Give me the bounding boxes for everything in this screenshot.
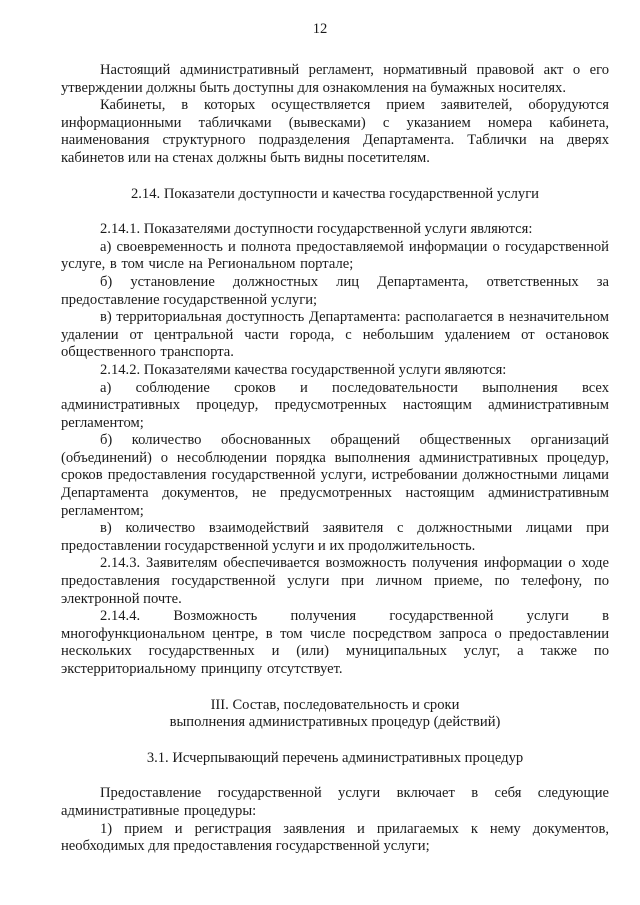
section-heading-III-line1: III. Состав, последовательность и сроки xyxy=(210,696,460,713)
list-item-2-14-1-v: в) территориальная доступность Департамента: располагается в незначительном удалении от центральной части города, с небольшим удалением от остановок общественного транспорта. xyxy=(61,309,609,361)
paragraph-regulation-access: Настоящий административный регламент, нормативный правовой акт о его утверждении должны быть доступны для ознакомления на бумажных носителях. xyxy=(61,62,609,96)
paragraph-2-14-1: 2.14.1. Показателями доступности государственной услуги являются: xyxy=(100,221,533,238)
list-item-3-1-1: 1) прием и регистрация заявления и прилагаемых к нему документов, необходимых для предоставления государственной услуги; xyxy=(61,820,609,855)
list-item-2-14-1-b: б) установление должностных лиц Департамента, ответственных за предоставление государственной услуги; xyxy=(61,273,609,308)
list-item-2-14-2-a: а) соблюдение сроков и последовательности выполнения всех административных процедур, предусмотренных настоящим административным регламентом; xyxy=(61,379,609,431)
section-heading-2-14: 2.14. Показатели доступности и качества государственной услуги xyxy=(130,185,539,202)
section-heading-III-line2: выполнения административных процедур (действий) xyxy=(169,714,501,731)
page-number: 12 xyxy=(312,21,328,37)
paragraph-3-1-intro: Предоставление государственной услуги включает в себя следующие административные процедуры: xyxy=(61,785,609,819)
paragraph-2-14-2: 2.14.2. Показателями качества государственной услуги являются: xyxy=(100,361,507,378)
paragraph-2-14-3: 2.14.3. Заявителям обеспечивается возможность получения информации о ходе предоставления государственной услуги при личном приеме, по телефону, по электронной почте. xyxy=(61,555,609,607)
paragraph-cabinets: Кабинеты, в которых осуществляется прием заявителей, оборудуются информационными табличками (вывесками) с указанием номера кабинета, наименования структурного подразделения Департамента. Таблички на дверях кабинетов или на стенах должны быть видны посетителям. xyxy=(61,97,609,166)
document-body xyxy=(61,62,609,856)
list-item-2-14-2-b: б) количество обоснованных обращений общественных организаций (объединений) о несоблюдении порядка выполнения административных процедур, сроков предоставления государственной услуги, истребовании должностными лицами Департамента документов, не предусмотренных настоящим административным регламентом; xyxy=(61,432,609,519)
section-heading-3-1: 3.1. Исчерпывающий перечень административных процедур xyxy=(146,749,524,766)
list-item-2-14-2-v: в) количество взаимодействий заявителя с должностными лицами при предоставлении государственной услуги и их продолжительность. xyxy=(61,520,609,554)
paragraph-2-14-4: 2.14.4. Возможность получения государственной услуги в многофункциональном центре, в том числе посредством запроса о предоставлении нескольких государственных и (или) муниципальных услуг, а также по экстерриториальному принципу отсутствует. xyxy=(61,608,609,677)
list-item-2-14-1-a: а) своевременность и полнота предоставляемой информации о государственной услуге, в том числе на Региональном портале; xyxy=(61,238,609,273)
